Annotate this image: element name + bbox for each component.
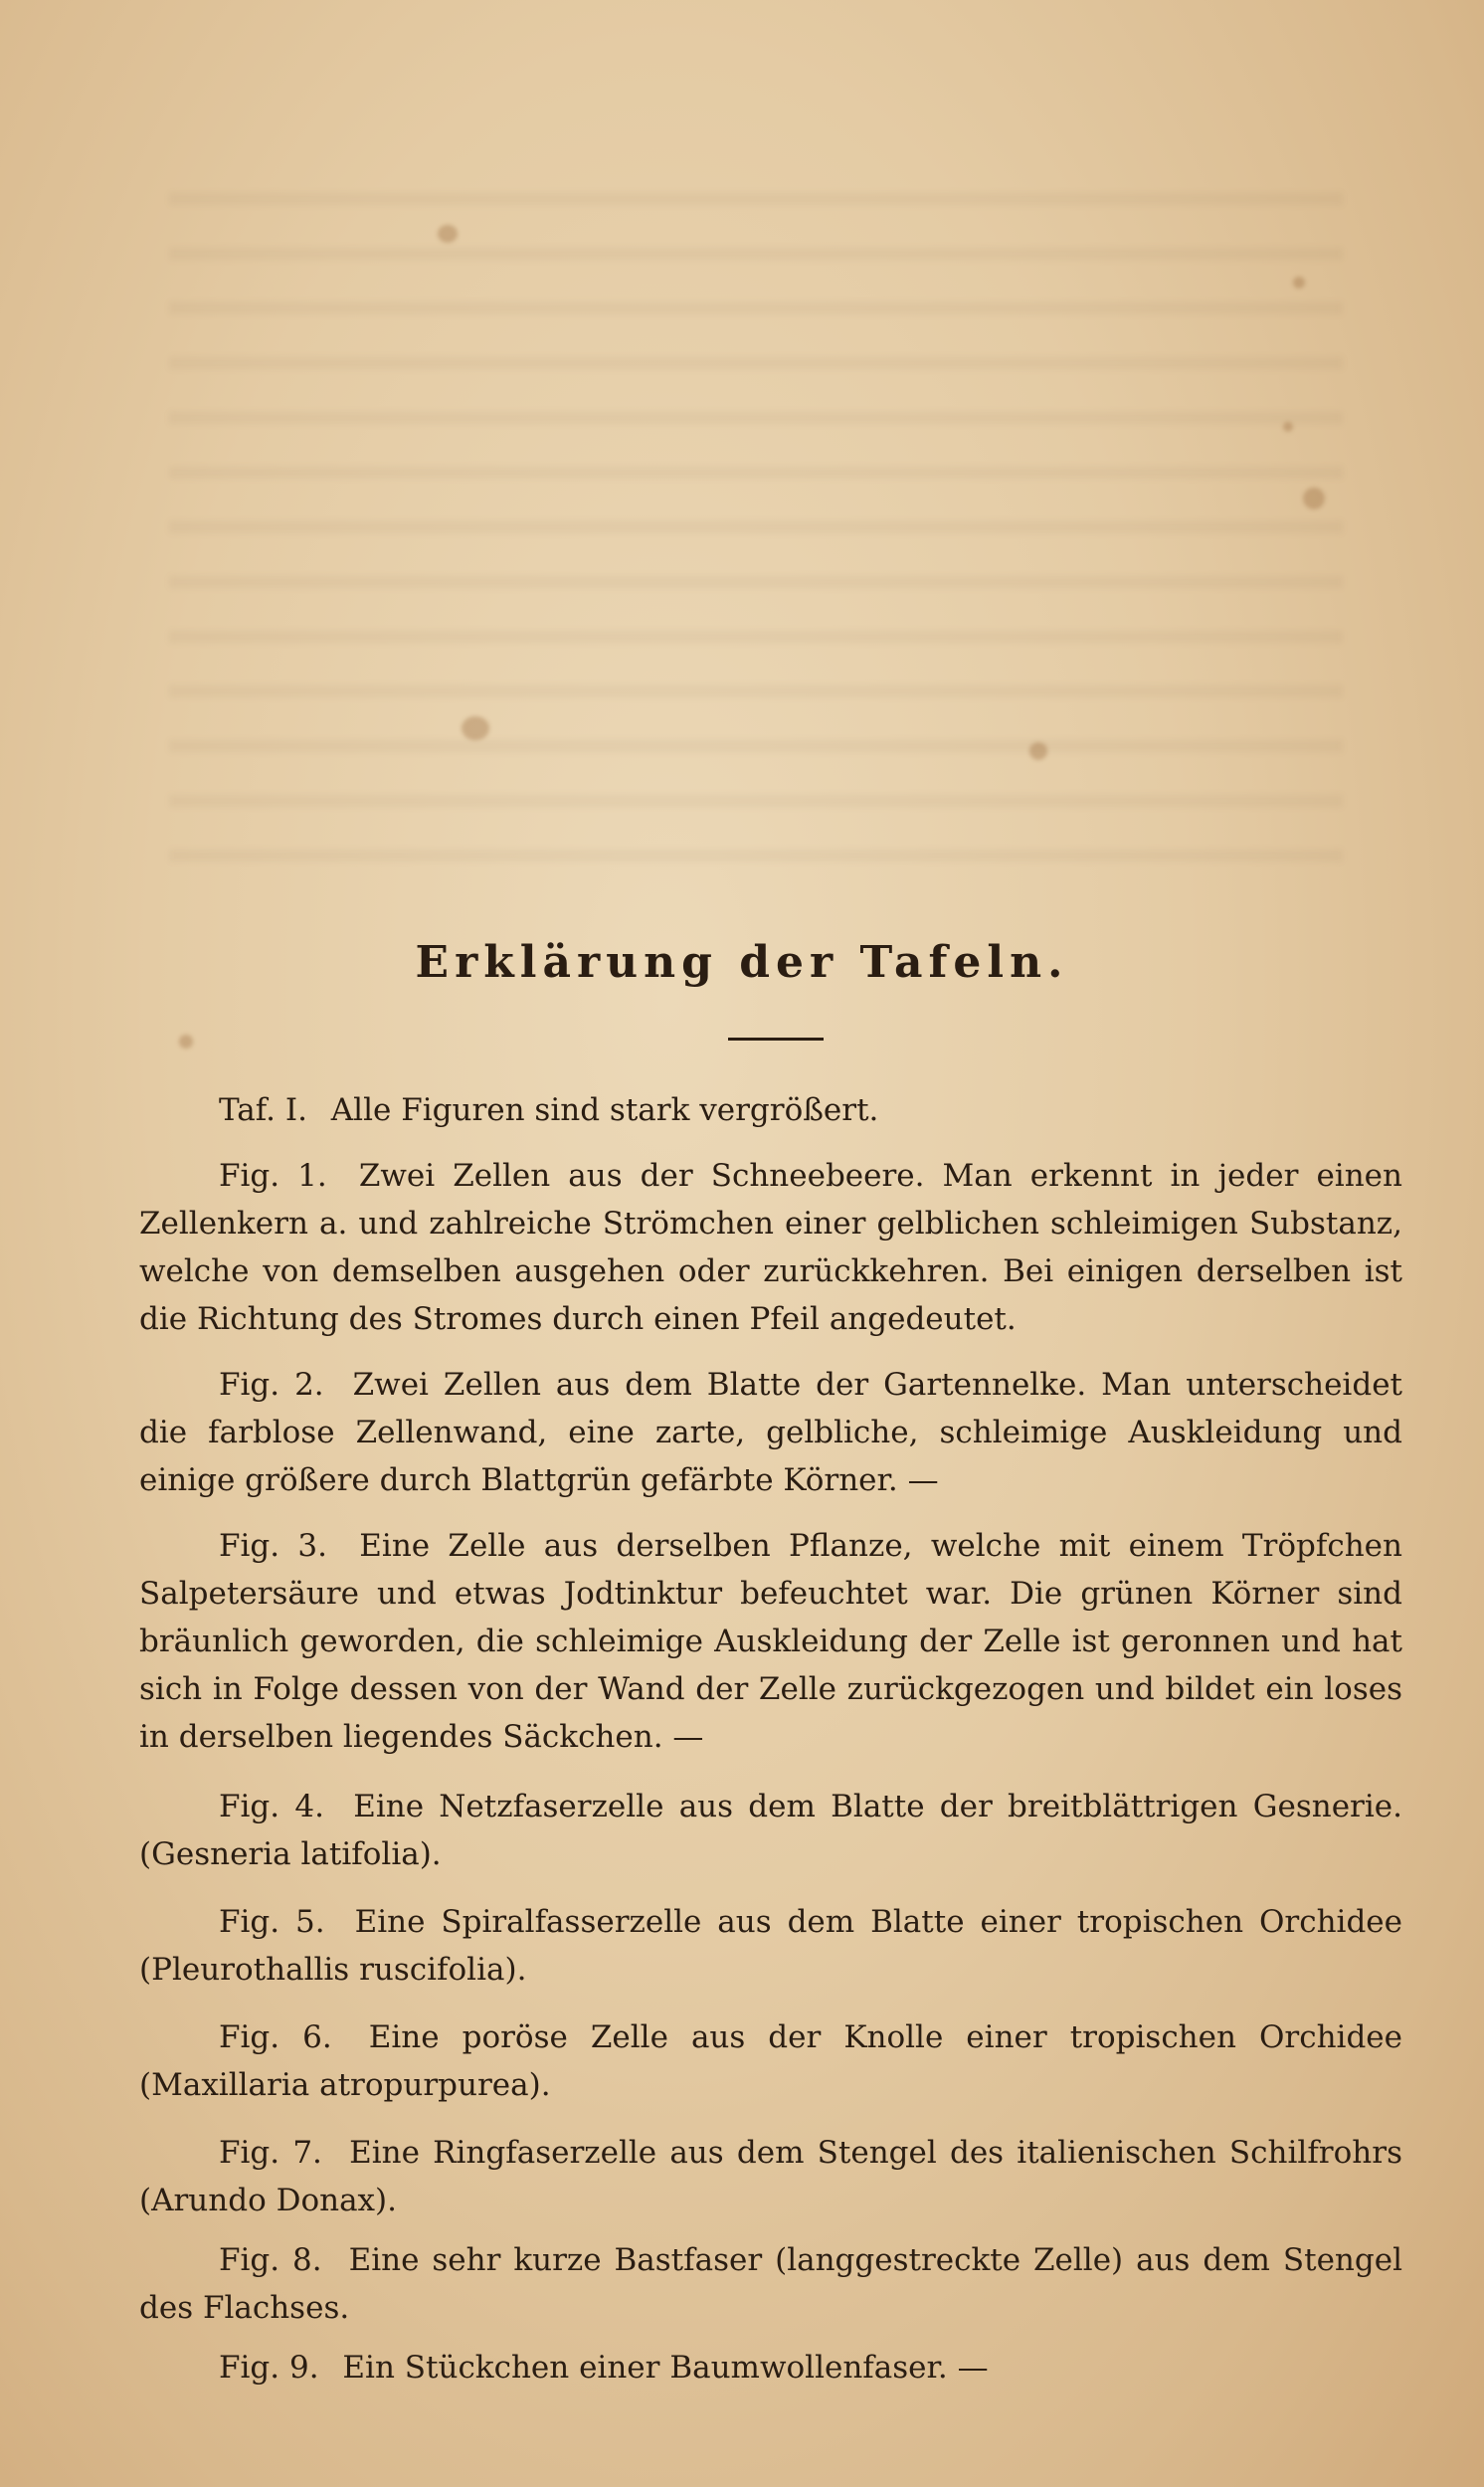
figure-entry-9 <box>139 2344 1402 2391</box>
figure-label: Fig. 8. <box>219 2242 322 2278</box>
foxing-spot <box>1029 742 1047 760</box>
figure-text: Zwei Zellen aus dem Blatte der Gartennelke. Man unterscheidet die farblose Zellenwand, eine zarte, gelbliche, schleimige Auskleidung und einige größere durch Blattgrün gefärbte Körner. — <box>139 1367 1402 1498</box>
figure-label: Fig. 2. <box>219 1367 324 1403</box>
figure-entry-1 <box>139 1152 1402 1343</box>
figure-entry-7 <box>139 2129 1402 2224</box>
show-through-texture <box>169 169 1343 865</box>
figure-entry-5 <box>139 1898 1402 1994</box>
figure-label: Fig. 4. <box>219 1789 324 1824</box>
figure-entry-3 <box>139 1522 1402 1761</box>
figure-text: Eine sehr kurze Bastfaser (langgestreckte Zelle) aus dem Stengel des Flachses. <box>139 2242 1402 2326</box>
figure-label: Fig. 7. <box>219 2135 322 2171</box>
figure-label: Fig. 6. <box>219 2019 332 2055</box>
plate-text: Alle Figuren sind stark vergrößert. <box>330 1092 879 1128</box>
figure-label: Fig. 3. <box>219 1528 327 1564</box>
figure-text: Ein Stückchen einer Baumwollenfaser. — <box>342 2350 989 2386</box>
figure-label: Fig. 9. <box>219 2350 319 2386</box>
figure-label: Fig. 1. <box>219 1158 327 1194</box>
plate-entry <box>139 1086 1402 1134</box>
figure-entry-2 <box>139 1361 1402 1504</box>
figure-text: Eine Ringfaserzelle aus dem Stengel des italienischen Schilfrohrs (Arundo Donax). <box>139 2135 1402 2218</box>
figure-text: Eine poröse Zelle aus der Knolle einer tropischen Orchidee (Maxillaria atropurpurea). <box>139 2019 1402 2103</box>
figure-text: Eine Netzfaserzelle aus dem Blatte der breitblättrigen Gesnerie. (Gesneria latifolia). <box>139 1789 1402 1872</box>
foxing-spot <box>179 1035 193 1049</box>
title-rule <box>728 1038 824 1041</box>
figure-text: Eine Spiralfasserzelle aus dem Blatte einer tropischen Orchidee (Pleurothallis ruscifolia). <box>139 1904 1402 1988</box>
figure-entry-8 <box>139 2236 1402 2332</box>
foxing-spot <box>1283 422 1293 432</box>
foxing-spot <box>1303 487 1325 509</box>
foxing-spot <box>438 225 458 243</box>
figure-entry-4 <box>139 1783 1402 1878</box>
plate-label: Taf. I. <box>219 1092 307 1128</box>
figure-entry-6 <box>139 2013 1402 2109</box>
figure-text: Zwei Zellen aus der Schneebeere. Man erkennt in jeder einen Zellenkern a. und zahlreiche Strömchen einer gelblichen schleimigen Substanz, welche von demselben ausgehen oder zurückkehren. Bei einigen derselben ist die Richtung des Stromes durch einen Pfeil angedeutet. <box>139 1158 1402 1337</box>
figure-label: Fig. 5. <box>219 1904 325 1940</box>
foxing-spot <box>1293 277 1305 288</box>
figure-text: Eine Zelle aus derselben Pflanze, welche mit einem Tröpfchen Salpetersäure und etwas Jodtinktur befeuchtet war. Die grünen Körner sind bräunlich geworden, die schleimige Auskleidung der Zelle ist geronnen und hat sich in Folge dessen von der Wand der Zelle zurückgezogen und bildet ein loses in derselben liegendes Säckchen. — <box>139 1528 1402 1755</box>
foxing-spot <box>462 716 489 740</box>
page-title: Erklärung der Tafeln. <box>415 937 1069 988</box>
